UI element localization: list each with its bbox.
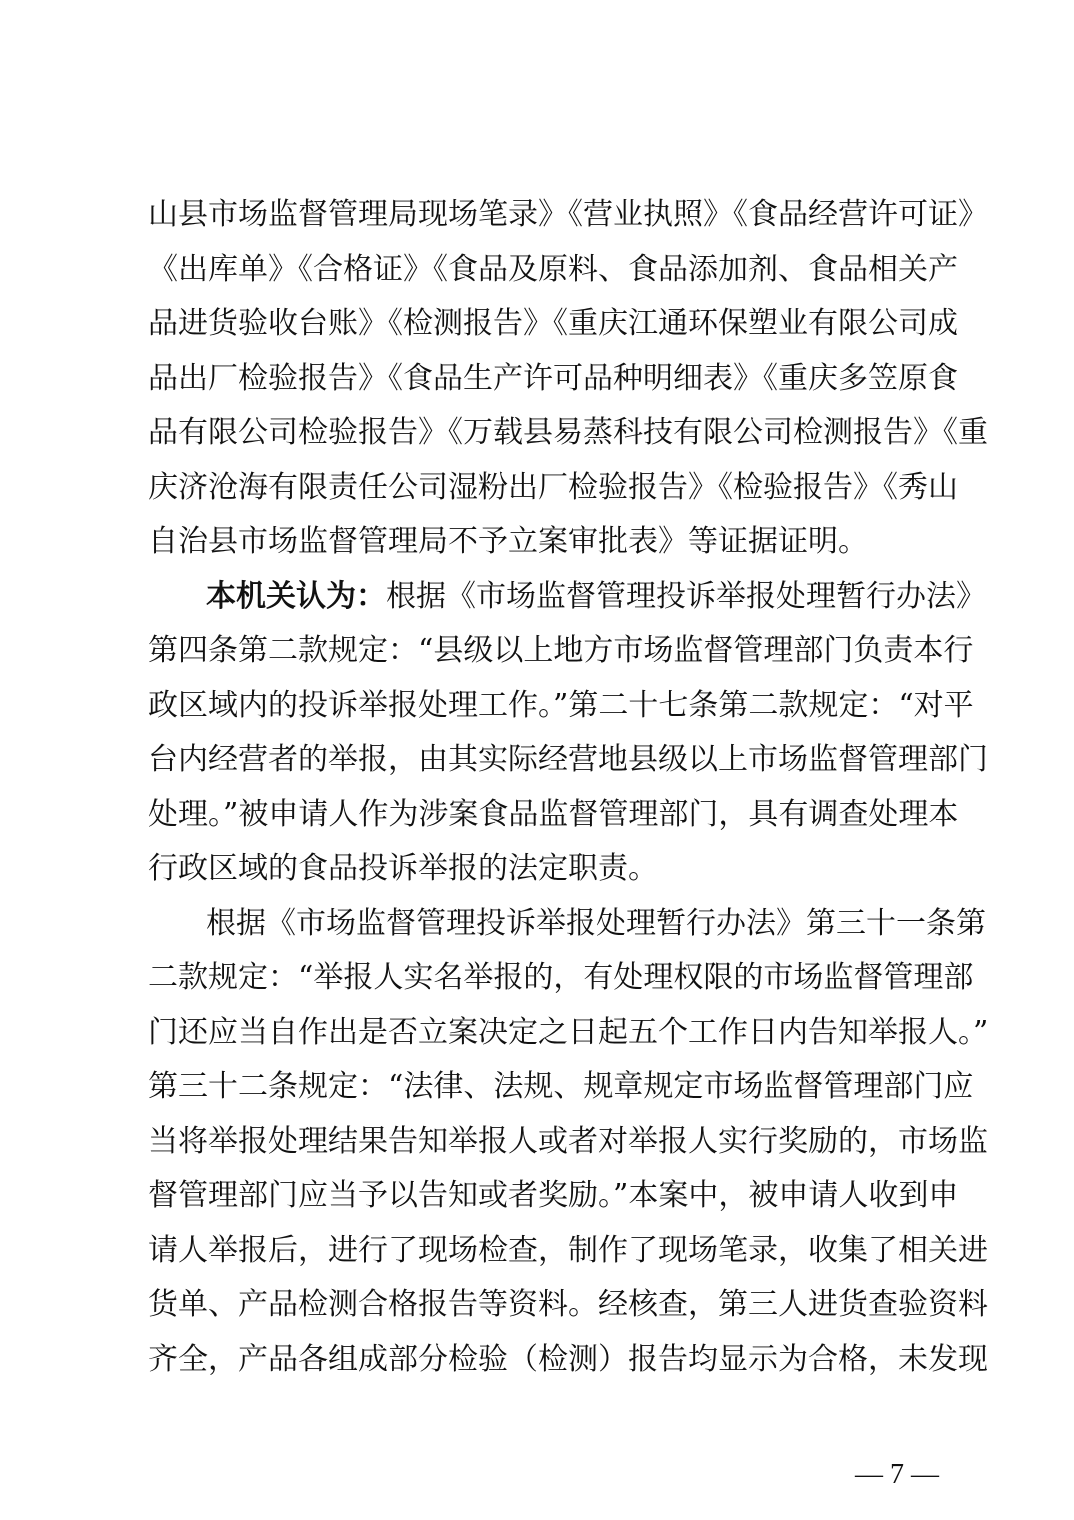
document-body: [148, 188, 989, 1387]
paragraph-1-line-5: 品有限公司检验报告》《万载县易蒸科技有限公司检测报告》《重: [148, 415, 988, 450]
paragraph-3-line-5: 当将举报处理结果告知举报人或者对举报人实行奖励的，市场监: [148, 1123, 988, 1159]
paragraph-1-line-4: 品出厂检验报告》《食品生产许可品种明细表》《重庆多笠原食: [148, 360, 958, 396]
paragraph-3-line-4: 第三十二条规定：“法律、法规、规章规定市场监督管理部门应: [148, 1069, 974, 1104]
paragraph-2-line-1: [148, 570, 986, 625]
page-number: — 7 —: [855, 1459, 939, 1490]
paragraph-2-line-6: 行政区域的食品投诉举报的法定职责。: [148, 851, 658, 886]
paragraph-2-line-3: 政区域内的投诉举报处理工作。”第二十七条第二款规定：“对平: [148, 687, 974, 723]
paragraph-3-line-7: 请人举报后，进行了现场检查，制作了现场笔录，收集了相关进: [148, 1232, 988, 1268]
paragraph-2-line-2: 第四条第二款规定：“县级以上地方市场监督管理部门负责本行: [148, 633, 974, 668]
paragraph-3-line-9: 齐全，产品各组成部分检验（检测）报告均显示为合格，未发现: [148, 1341, 988, 1377]
paragraph-1-line-6: 庆济沧海有限责任公司湿粉出厂检验报告》《检验报告》《秀山: [148, 469, 958, 505]
paragraph-3-line-8: 货单、产品检测合格报告等资料。经核查，第三人进货查验资料: [148, 1287, 988, 1322]
paragraph-2-lead: 本机关认为：: [206, 578, 386, 614]
paragraph-3-line-6: 督管理部门应当予以告知或者奖励。”本案中，被申请人收到申: [148, 1178, 959, 1213]
paragraph-1-line-3: 品进货验收台账》《检测报告》《重庆江通环保塑业有限公司成: [148, 306, 958, 341]
paragraph-3-line-3: 门还应当自作出是否立案决定之日起五个工作日内告知举报人。”: [148, 1014, 989, 1050]
paragraph-3-line-2: 二款规定：“举报人实名举报的，有处理权限的市场监督管理部: [148, 960, 974, 995]
paragraph-2-first-line-rest: 根据《市场监督管理投诉举报处理暂行办法》: [386, 578, 986, 614]
paragraph-1-line-7: 自治县市场监督管理局不予立案审批表》等证据证明。: [148, 524, 868, 559]
paragraph-3-line-1: 根据《市场监督管理投诉举报处理暂行办法》第三十一条第: [206, 905, 986, 941]
paragraph-1-line-1: 山县市场监督管理局现场笔录》《营业执照》《食品经营许可证》: [148, 197, 988, 232]
paragraph-1-line-2: 《出库单》《合格证》《食品及原料、食品添加剂、食品相关产: [148, 251, 958, 287]
paragraph-2-line-4: 台内经营者的举报，由其实际经营地县级以上市场监督管理部门: [148, 742, 988, 777]
paragraph-2-line-5: 处理。”被申请人作为涉案食品监督管理部门，具有调查处理本: [148, 796, 959, 832]
